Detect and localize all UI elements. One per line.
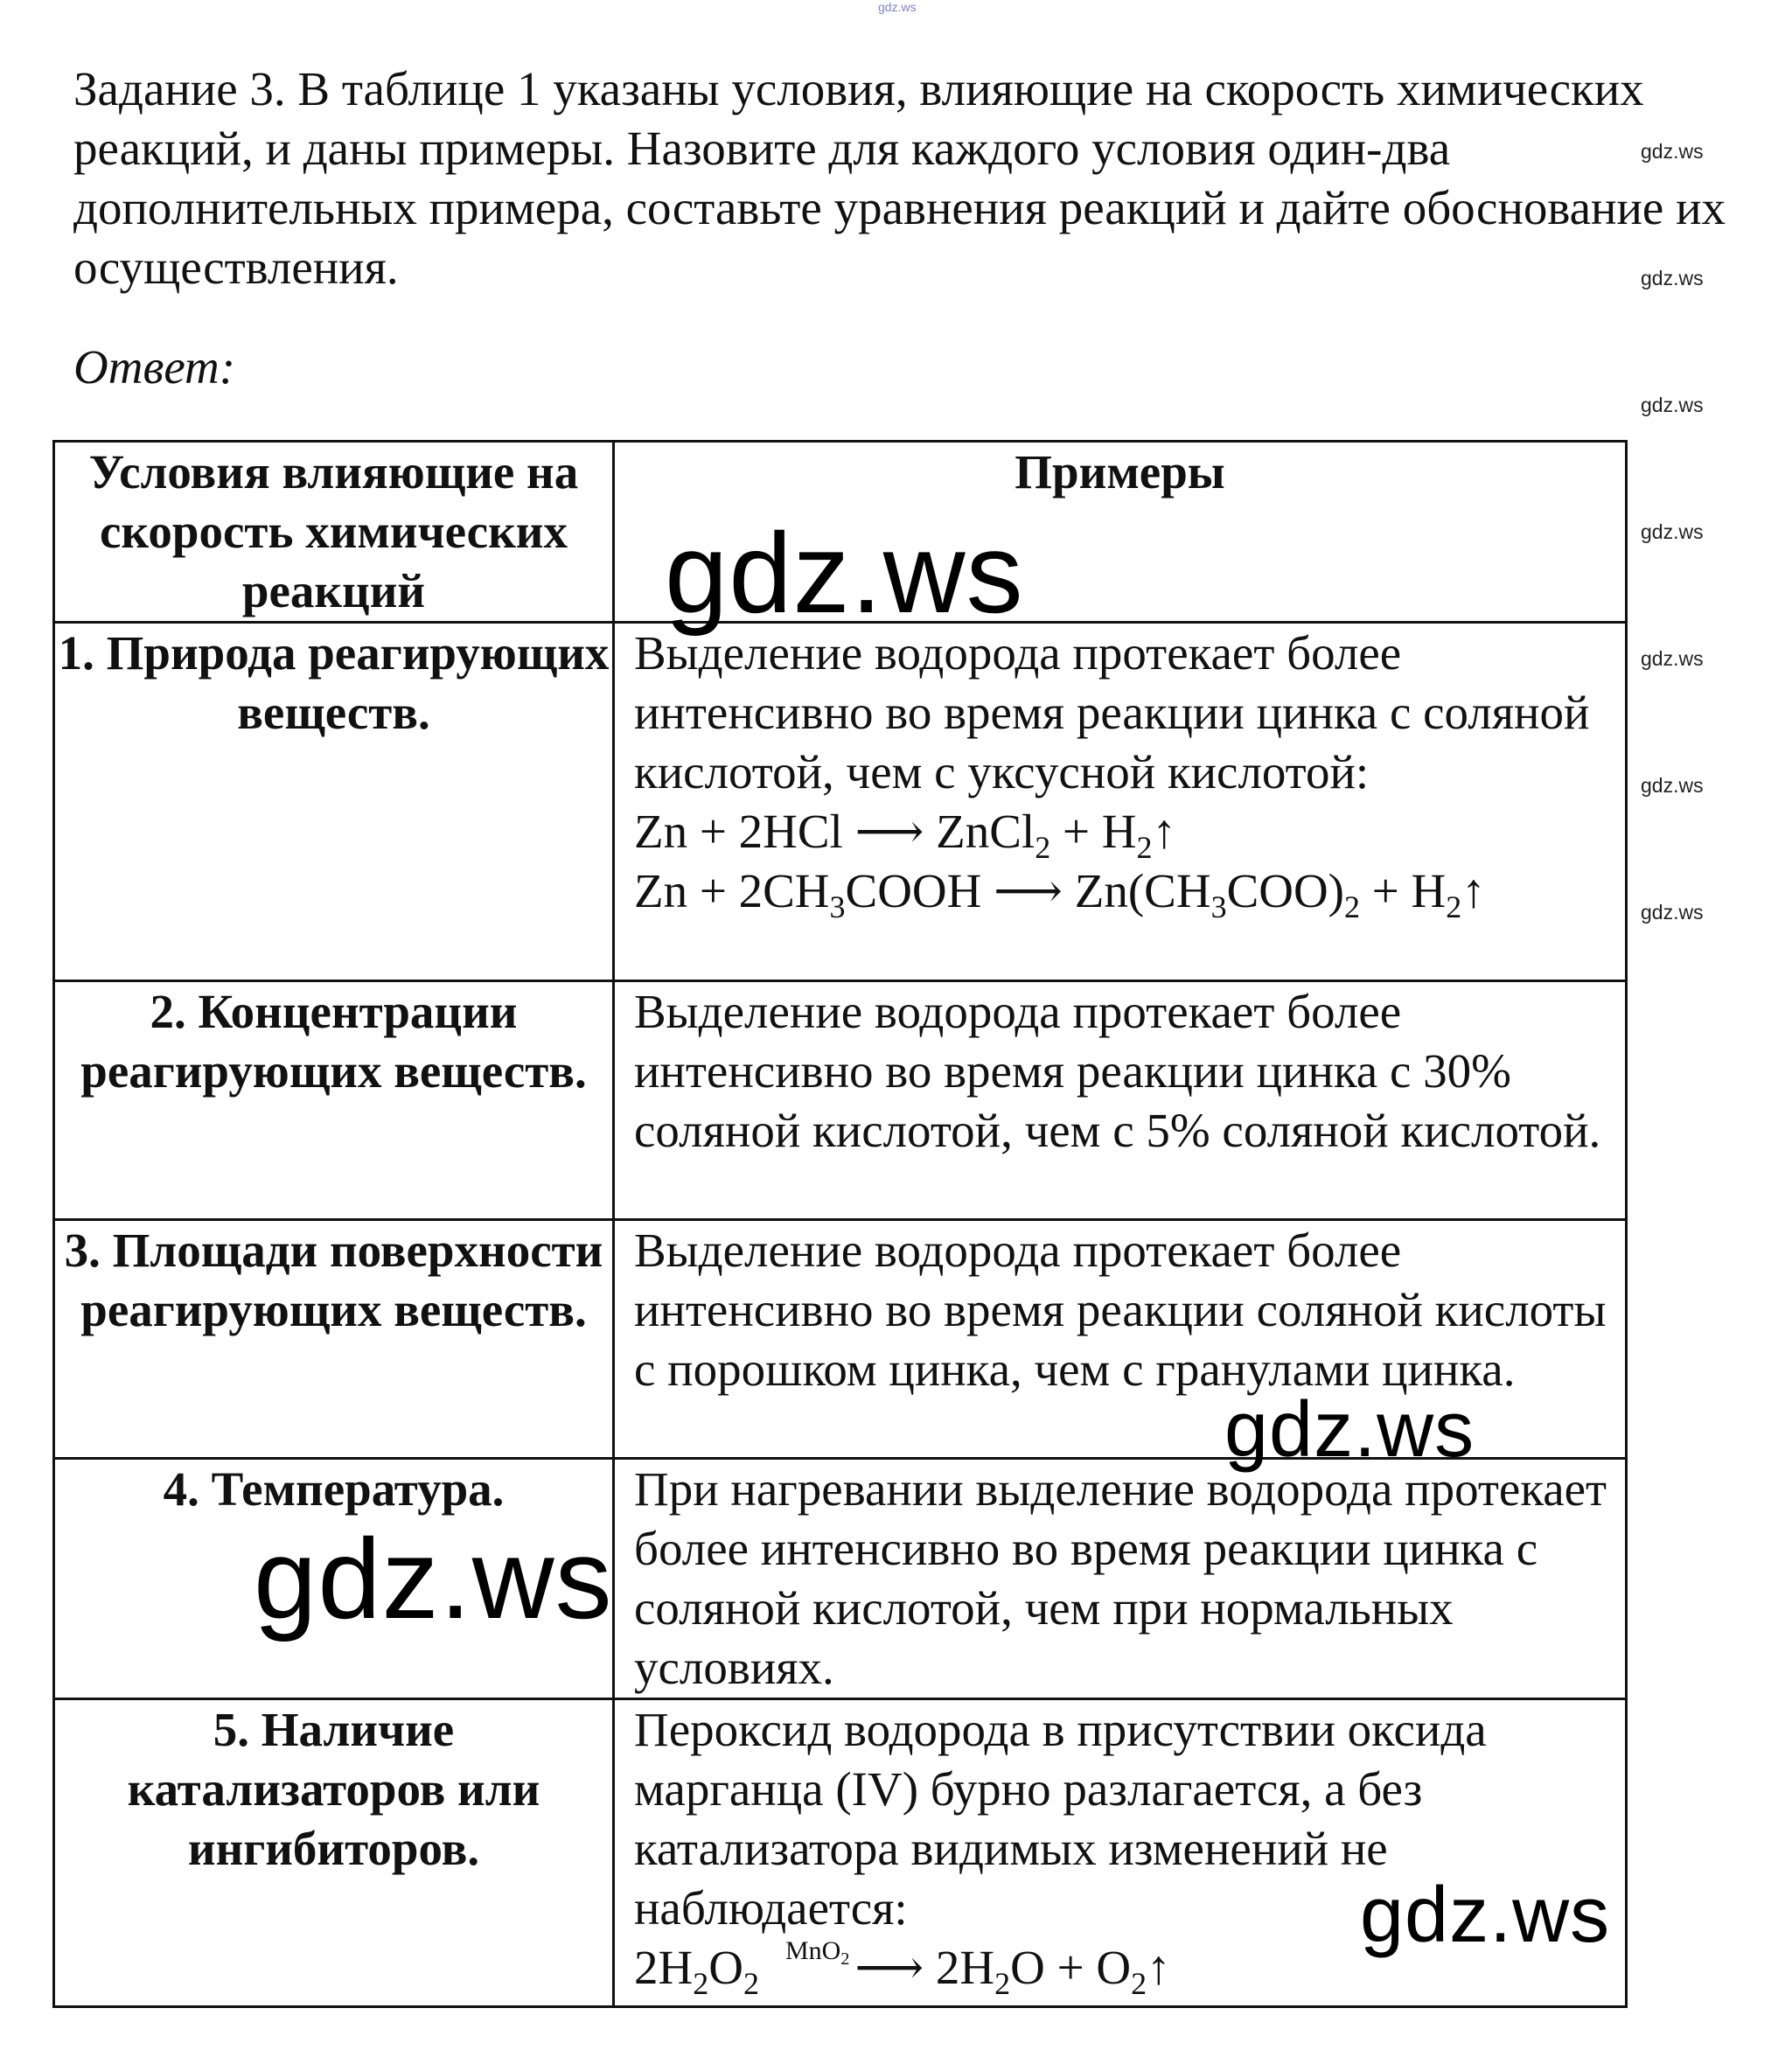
condition-cell: 5. Наличие катализаторов или ингибиторов. — [54, 1699, 614, 2007]
equation-h2o2: $2H_2O_2^{MnO_2}$ ⟶ $2H_2O$ + $O_2↑$ — [634, 1936, 1171, 2001]
side-watermark: gdz.ws — [1641, 267, 1704, 289]
side-watermark: gdz.ws — [1641, 140, 1704, 163]
equation-zn-hcl: Zn + 2HCl ⟶ ZnCl$_2$ + $H_2↑$ — [634, 805, 1176, 865]
example-cell: Выделение водорода протекает более интенсивно во время реакции соляной кислоты с порошком цинка, чем с гранулами цинка. — [614, 1220, 1627, 1459]
table-row — [54, 981, 1627, 1220]
big-watermark: gdz.ws — [1360, 1872, 1611, 1959]
side-watermark: gdz.ws — [1641, 901, 1704, 924]
side-watermark: gdz.ws — [1641, 520, 1704, 543]
answer-table — [52, 440, 1628, 2008]
condition-cell: 2. Концентрации реагирующих веществ. — [54, 981, 614, 1220]
condition-cell: 1. Природа реагирующих веществ. — [54, 623, 614, 981]
condition-cell: 3. Площади поверхности реагирующих веществ. — [54, 1220, 614, 1459]
side-watermark: gdz.ws — [1641, 394, 1704, 416]
big-watermark: gdz.ws — [254, 1515, 613, 1642]
equation-zn-acetic: $Zn + 2CH_3COOH$ ⟶ $Zn(CH_3COO)_2$ + $H_2↑$ — [634, 864, 1486, 924]
example-cell: При нагревании выделение водорода протекает более интенсивно во время реакции цинка с соляной кислотой, чем при нормальных условиях. — [614, 1459, 1627, 1699]
side-watermark: gdz.ws — [1641, 647, 1704, 670]
table-row — [54, 623, 1627, 981]
example-cell: Выделение водорода протекает более интенсивно во время реакции цинка с 30% соляной кислотой, чем с 5% соляной кислотой. — [614, 981, 1627, 1220]
example-cell — [614, 623, 1627, 981]
catalyst-label: MnO2 — [784, 1936, 850, 1969]
example-text: Выделение водорода протекает более интенсивно во время реакции цинка с соляной кислотой, чем с уксусной кислотой: — [634, 626, 1590, 798]
table-row — [54, 1699, 1627, 2007]
answer-label: Ответ: — [73, 340, 236, 394]
column-header-examples: Примеры — [614, 442, 1627, 623]
big-watermark: gdz.ws — [1224, 1386, 1475, 1474]
side-watermark: gdz.ws — [1641, 774, 1704, 797]
task-text: Задание 3. В таблице 1 указаны условия, влияющие на скорость химических реакций, и даны примеры. Назовите для каждого условия один-два дополнительных примера, составьте уравнения реакций и дайте обоснование их осуществления. — [73, 62, 1726, 294]
big-watermark: gdz.ws — [665, 509, 1024, 637]
example-text: Пероксид водорода в присутствии оксида марганца (IV) бурно разлагается, а без катализатора видимых изменений не наблюдается: — [634, 1703, 1487, 1935]
top-watermark: gdz.ws — [878, 0, 917, 14]
column-header-conditions: Условия влияющие на скорость химических реакций — [54, 442, 614, 623]
condition-cell: 4. Температура. — [54, 1459, 614, 1699]
example-cell — [614, 1699, 1627, 2007]
